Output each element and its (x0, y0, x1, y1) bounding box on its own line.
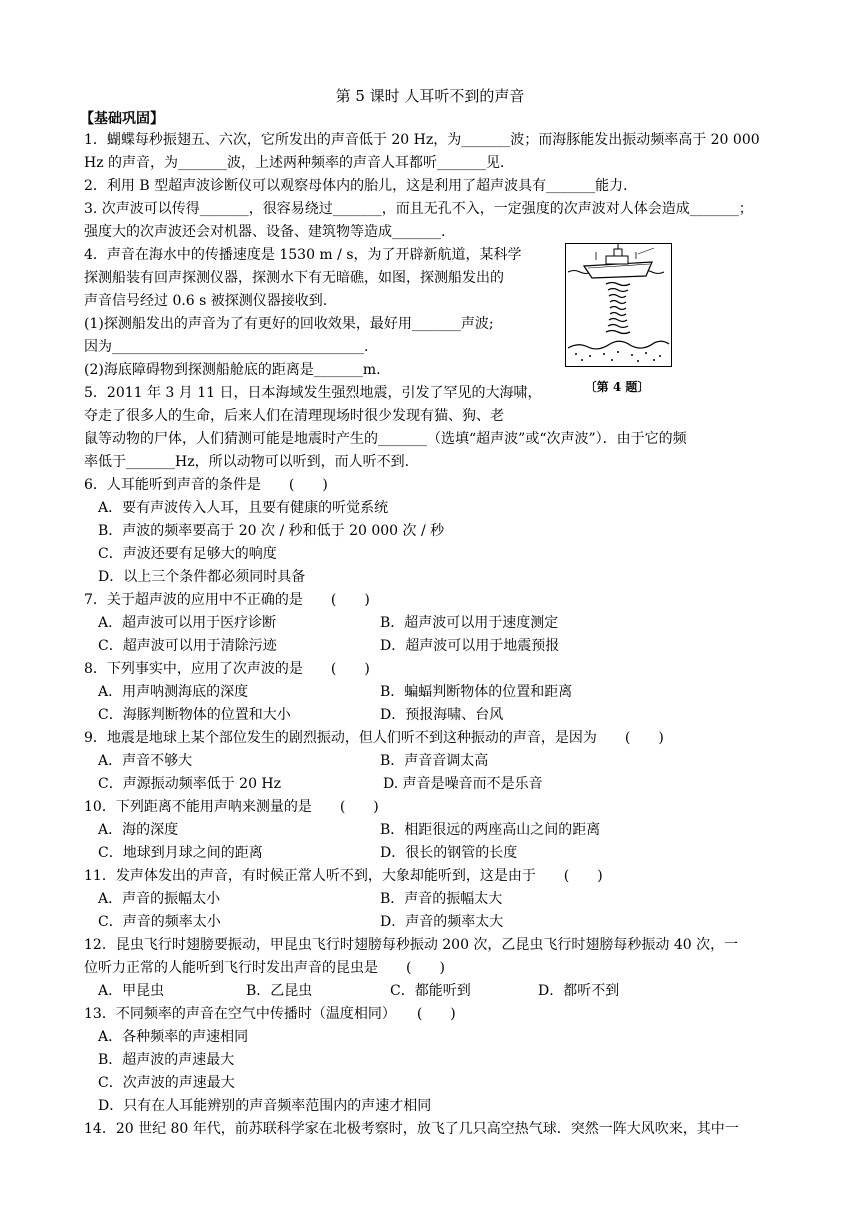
question-10-option-d: D．很长的钢管的长度 (380, 845, 518, 861)
question-11-option-d: D．声音的频率太大 (380, 914, 504, 930)
question-11-option-b: B．声音的振幅太大 (380, 891, 503, 907)
question-1-line-2: Hz 的声音，为_______波，上述两种频率的声音人耳都听_______见． (84, 155, 515, 171)
question-8-option-c: C．海豚判断物体的位置和大小 (98, 707, 291, 723)
question-12-option-b: B．乙昆虫 (246, 983, 313, 999)
question-1-line-1: 1．蝴蝶每秒振翅五、六次，它所发出的声音低于 20 Hz，为_______波；而海豚能发出振动频率高于 20 000 (84, 132, 760, 148)
question-12-line-2: 位听力正常的人能听到飞行时发出声音的昆虫是 ( ) (84, 960, 445, 976)
question-8-option-d: D．预报海啸、台风 (380, 707, 504, 723)
question-5-line-3: 鼠等动物的尸体，人们猜测可能是地震时产生的_______（选填“超声波”或“次声波”）．由于它的频 (84, 431, 687, 447)
page-title: 第 5 课时 人耳听不到的声音 (335, 87, 525, 105)
question-4-line-1: 4．声音在海水中的传播速度是 1530 m / s，为了开辟新航道，某科学 (84, 247, 522, 263)
question-10-option-a: A．海的深度 (98, 822, 179, 838)
question-2: 2．利用 B 型超声波诊断仪可以观察母体内的胎儿，这是利用了超声波具有_______能力． (84, 178, 638, 194)
question-14-line-1: 14．20 世纪 80 年代，前苏联科学家在北极考察时，放飞了几只高空热气球．突然一阵大风吹来，其中一 (84, 1121, 739, 1137)
question-10: 10．下列距离不能用声呐来测量的是 ( ) (84, 799, 379, 815)
question-10-option-c: C．地球到月球之间的距离 (98, 845, 263, 861)
question-8-option-a: A．用声呐测海底的深度 (98, 684, 249, 700)
question-9-option-c: C．声源振动频率低于 20 Hz (98, 776, 282, 792)
ship-sonar-figure (565, 243, 672, 367)
question-7-option-b: B．超声波可以用于速度测定 (380, 615, 559, 631)
question-9-option-d: D. 声音是噪音而不是乐音 (383, 776, 543, 792)
ship-sonar-illustration (566, 244, 671, 366)
question-5-line-1: 5．2011 年 3 月 11 日，日本海域发生强烈地震，引发了罕见的大海啸， (84, 385, 542, 401)
question-7-option-a: A．超声波可以用于医疗诊断 (98, 615, 277, 631)
question-7-option-d: D．超声波可以用于地震预报 (380, 638, 560, 654)
question-7: 7．关于超声波的应用中不正确的是 ( ) (84, 592, 370, 608)
question-13-option-b: B．超声波的声速最大 (98, 1052, 235, 1068)
question-4-reason: 因为____________________________________. (84, 339, 369, 355)
question-12-option-c: C．都能听到 (390, 983, 471, 999)
question-5-line-2: 夺走了很多人的生命，后来人们在清理现场时很少发现有猫、狗、老 (84, 408, 504, 424)
question-6-option-c: C．声波还要有足够大的响度 (98, 546, 277, 562)
question-3-line-2: 强度大的次声波还会对机器、设备、建筑物等造成_______. (84, 224, 446, 240)
question-11-option-a: A．声音的振幅太小 (98, 891, 221, 907)
question-13-option-a: A．各种频率的声速相同 (98, 1029, 249, 1045)
question-4-line-2: 探测船装有回声探测仪器，探测水下有无暗礁，如图，探测船发出的 (84, 270, 504, 286)
question-12-option-a: A．甲昆虫 (98, 983, 165, 999)
question-6-option-a: A．要有声波传入人耳，且要有健康的听觉系统 (98, 500, 389, 516)
question-8: 8．下列事实中，应用了次声波的是 ( ) (84, 661, 370, 677)
question-4-part-1: (1)探测船发出的声音为了有更好的回收效果，最好用_______声波; (84, 316, 494, 332)
question-6: 6．人耳能听到声音的条件是 ( ) (84, 477, 328, 493)
question-13-option-d: D．只有在人耳能辨别的声音频率范围内的声速才相同 (98, 1098, 432, 1114)
question-10-option-b: B．相距很远的两座高山之间的距离 (380, 822, 601, 838)
question-13-option-c: C．次声波的声速最大 (98, 1075, 235, 1091)
question-12-option-d: D．都听不到 (538, 983, 620, 999)
question-8-option-b: B．蝙蝠判断物体的位置和距离 (380, 684, 573, 700)
question-4-part-2: (2)海底障碍物到探测船舱底的距离是_______m. (84, 362, 381, 378)
question-11: 11．发声体发出的声音，有时候正常人听不到，大象却能听到，这是由于 ( ) (84, 868, 603, 884)
question-9-option-a: A．声音不够大 (98, 753, 193, 769)
question-7-option-c: C．超声波可以用于清除污迹 (98, 638, 277, 654)
question-4-line-3: 声音信号经过 0.6 s 被探测仪器接收到. (84, 293, 328, 309)
question-3-line-1: 3. 次声波可以传得_______，很容易绕过_______，而且无孔不入，一定强度的次声波对人体会造成_______； (84, 201, 753, 217)
question-6-option-b: B．声波的频率要高于 20 次 / 秒和低于 20 000 次 / 秒 (98, 523, 445, 539)
question-5-line-4: 率低于_______Hz，所以动物可以听到，而人听不到. (84, 454, 410, 470)
figure-caption: 〔第 4 题〕 (584, 380, 650, 394)
question-12-line-1: 12．昆虫飞行时翅膀要振动，甲昆虫飞行时翅膀每秒振动 200 次，乙昆虫飞行时翅膀每秒振动 40 次，一 (84, 937, 739, 953)
section-heading: 【基础巩固】 (80, 111, 164, 127)
question-9-option-b: B．声音音调太高 (380, 753, 489, 769)
question-13: 13．不同频率的声音在空气中传播时（温度相同） ( ) (84, 1006, 456, 1022)
question-11-option-c: C．声音的频率太小 (98, 914, 221, 930)
question-9: 9．地震是地球上某个部位发生的剧烈振动，但人们听不到这种振动的声音，是因为 ( ) (84, 730, 664, 746)
question-6-option-d: D．以上三个条件都必须同时具备 (98, 569, 306, 585)
